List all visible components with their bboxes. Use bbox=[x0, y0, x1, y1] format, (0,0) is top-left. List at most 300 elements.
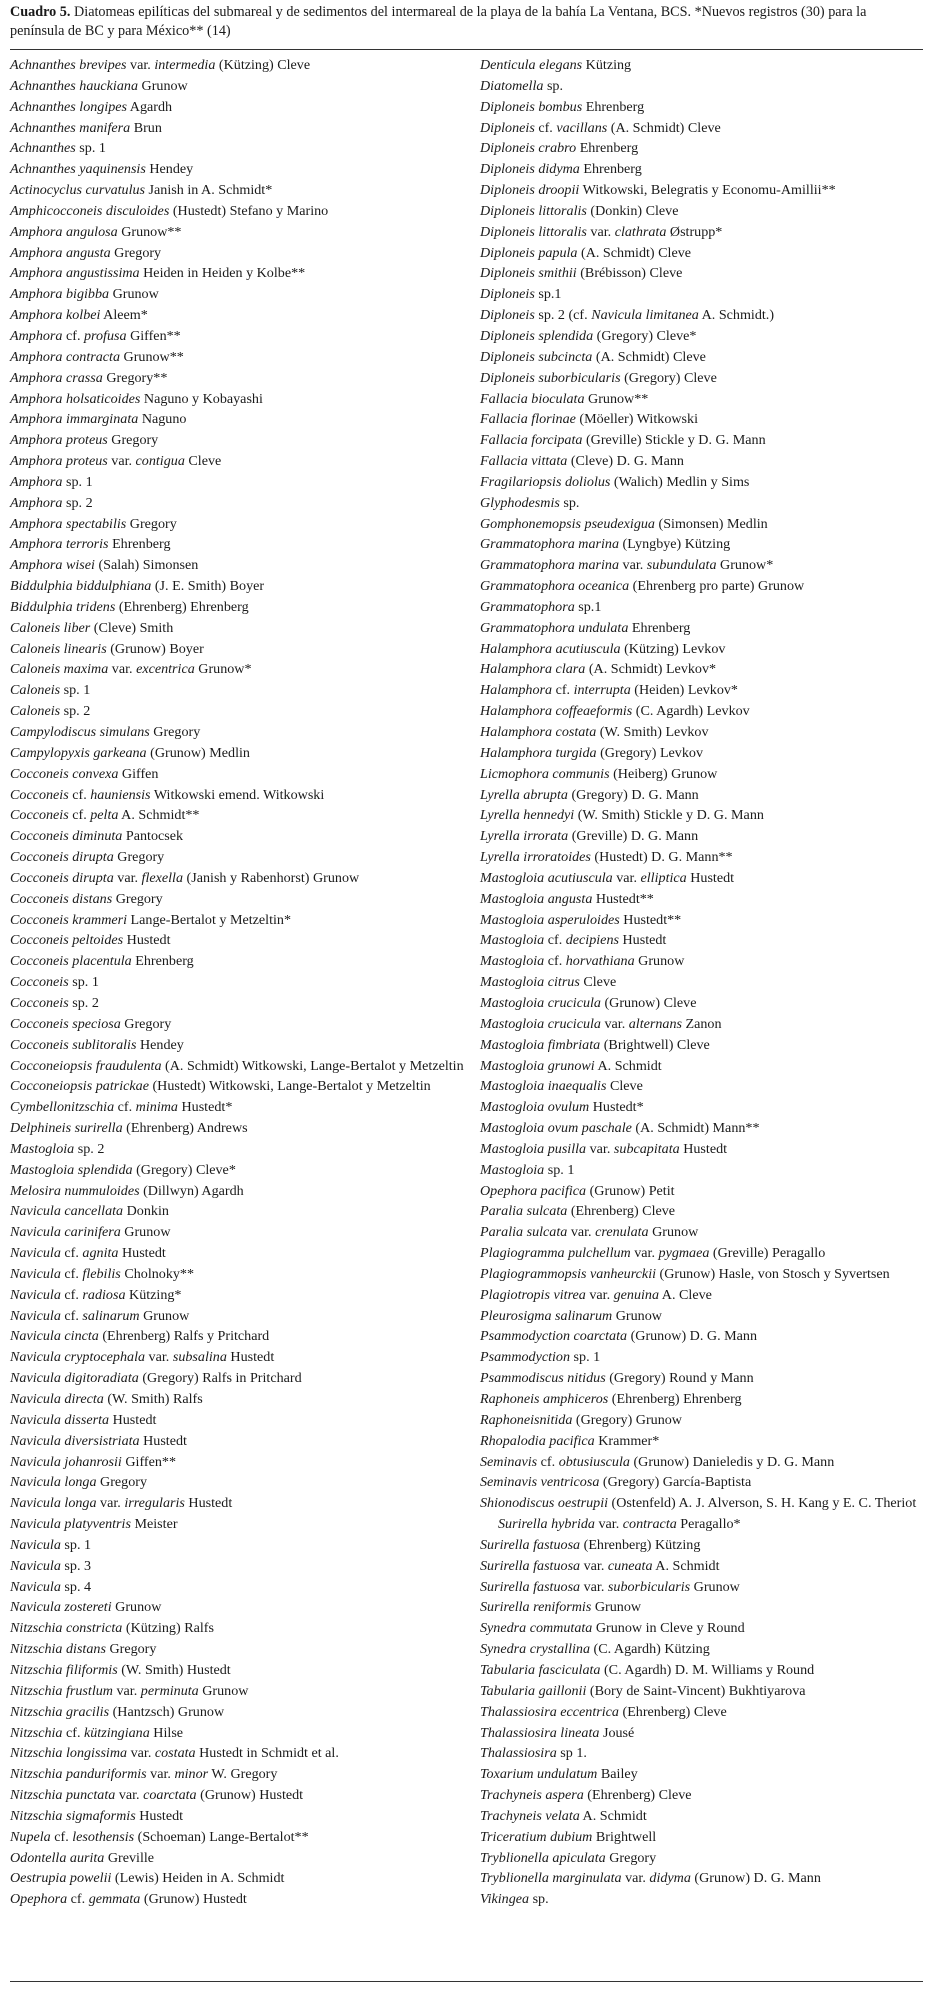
taxon-authority: var. bbox=[600, 1015, 629, 1032]
taxon-authority: (Hustedt) Witkowski, Lange-Bertalot y Metzeltin bbox=[148, 1078, 431, 1095]
taxon-name: Caloneis linearis bbox=[10, 640, 107, 657]
taxon-authority: var. bbox=[115, 1787, 144, 1804]
taxon-name: Navicula bbox=[10, 1286, 61, 1303]
taxon-name: Nitzschia distans bbox=[10, 1641, 106, 1658]
species-entry bbox=[480, 1410, 923, 1431]
species-entry bbox=[10, 743, 470, 764]
taxon-authority: Hustedt bbox=[123, 932, 171, 949]
species-entry bbox=[10, 1118, 470, 1139]
species-entry bbox=[480, 1139, 923, 1160]
taxon-name: Cocconeis peltoides bbox=[10, 932, 124, 949]
taxon-authority: Hustedt bbox=[226, 1349, 275, 1366]
taxon-authority: Heiden in Heiden y Kolbe** bbox=[139, 265, 306, 282]
right-column bbox=[480, 55, 923, 1910]
taxon-name: Opephora pacifica bbox=[480, 1182, 587, 1199]
taxon-authority: Gregory bbox=[126, 515, 177, 532]
species-entry bbox=[10, 1535, 470, 1556]
taxon-authority: sp 1. bbox=[556, 1745, 587, 1762]
species-entry bbox=[480, 1660, 923, 1681]
species-entry bbox=[10, 1410, 470, 1431]
taxon-authority: (Möeller) Witkowski bbox=[575, 411, 698, 428]
species-entry bbox=[480, 1222, 923, 1243]
species-entry bbox=[480, 1264, 923, 1285]
species-entry bbox=[10, 576, 470, 597]
taxon-name: Cymbellonitzschia bbox=[10, 1099, 115, 1116]
taxon-name: Psammodyction coarctata bbox=[480, 1328, 628, 1345]
taxon-name: Halamphora turgida bbox=[480, 744, 597, 761]
taxon-name: salinarum bbox=[82, 1307, 140, 1324]
taxon-name: subcapitata bbox=[613, 1140, 680, 1157]
taxon-authority: W. Gregory bbox=[208, 1766, 278, 1783]
taxon-authority: (Greville) Stickle y D. G. Mann bbox=[582, 432, 766, 449]
taxon-authority: (Grunow) Boyer bbox=[106, 640, 204, 657]
taxon-name: Synedra commutata bbox=[480, 1620, 593, 1637]
species-entry bbox=[480, 97, 923, 118]
taxon-name: Lyrella irrorata bbox=[480, 828, 569, 845]
species-entry bbox=[480, 1723, 923, 1744]
taxon-name: Navicula bbox=[10, 1578, 61, 1595]
taxon-authority: sp. 2 bbox=[62, 494, 93, 511]
species-entry bbox=[480, 659, 923, 680]
taxon-name: Gomphonemopsis pseudexigua bbox=[480, 515, 655, 532]
species-entry bbox=[480, 243, 923, 264]
species-entry bbox=[10, 764, 470, 785]
taxon-authority: (Brightwell) Cleve bbox=[600, 1036, 710, 1053]
species-entry bbox=[10, 1306, 470, 1327]
caption-text: Diatomeas epilíticas del submareal y de sedimentos del intermareal de la playa de la bahía La Ventana, BCS. *Nuevos registros (30) para la península de BC y para México** (14) bbox=[10, 4, 867, 39]
taxon-authority: var. bbox=[586, 223, 615, 240]
taxon-name: Thalassiosira bbox=[480, 1745, 557, 1762]
taxon-name: costata bbox=[154, 1745, 196, 1762]
taxon-name: Raphoneis amphiceros bbox=[480, 1391, 609, 1407]
species-entry bbox=[480, 1368, 923, 1389]
taxon-name: Tabularia gaillonii bbox=[480, 1682, 587, 1699]
species-entry bbox=[480, 597, 923, 618]
taxon-name: Lyrella abrupta bbox=[480, 786, 568, 803]
taxon-name: Achnanthes bbox=[10, 140, 76, 157]
taxon-authority: Grunow bbox=[690, 1578, 740, 1595]
taxon-authority: Grunow in Cleve y Round bbox=[592, 1620, 745, 1637]
species-entry bbox=[10, 389, 470, 410]
taxon-authority: (A. Schmidt) Cleve bbox=[607, 119, 721, 136]
taxon-name: Navicula diversistriata bbox=[10, 1432, 140, 1449]
species-entry bbox=[10, 951, 470, 972]
taxon-authority: (Kützing) Cleve bbox=[215, 57, 311, 73]
taxon-name: Amphora wisei bbox=[10, 557, 95, 574]
taxon-name: Cocconeis sublitoralis bbox=[10, 1036, 137, 1053]
species-entry bbox=[10, 430, 470, 451]
taxon-name: contigua bbox=[135, 453, 185, 470]
taxon-authority: (Grunow) Hustedt bbox=[196, 1787, 304, 1804]
species-entry bbox=[480, 764, 923, 785]
species-entry bbox=[10, 1827, 470, 1848]
taxon-authority: Janish in A. Schmidt* bbox=[145, 182, 273, 199]
taxon-name: Cocconeis diminuta bbox=[10, 828, 123, 845]
species-entry bbox=[10, 972, 470, 993]
taxon-authority: (Cleve) Smith bbox=[90, 619, 174, 636]
taxon-name: clathrata bbox=[614, 223, 667, 240]
species-entry bbox=[480, 1014, 923, 1035]
species-entry bbox=[10, 180, 470, 201]
species-entry bbox=[480, 1639, 923, 1660]
taxon-authority: (Lyngbye) Kützing bbox=[619, 536, 731, 553]
taxon-authority: (Hantzsch) Grunow bbox=[109, 1703, 225, 1720]
taxon-name: Mastogloia splendida bbox=[10, 1161, 133, 1178]
taxon-authority: Naguno bbox=[138, 411, 187, 428]
taxon-authority: var. bbox=[127, 1745, 155, 1762]
taxon-name: Campylodiscus simulans bbox=[10, 724, 150, 740]
taxon-authority: sp. 2 bbox=[60, 703, 91, 720]
taxon-authority: sp. 1 bbox=[62, 473, 93, 490]
species-entry bbox=[10, 243, 470, 264]
taxon-authority: Grunow bbox=[120, 1224, 171, 1241]
taxon-authority: Grunow bbox=[648, 1224, 699, 1241]
species-entry bbox=[10, 785, 470, 806]
taxon-name: Grammatophora marina bbox=[480, 557, 619, 574]
species-entry bbox=[10, 555, 470, 576]
taxon-name: Cocconeiopsis fraudulenta bbox=[10, 1057, 162, 1074]
species-entry bbox=[480, 284, 923, 305]
taxon-name: Caloneis bbox=[10, 682, 61, 699]
taxon-authority: (Janish y Rabenhorst) Grunow bbox=[183, 869, 360, 886]
species-entry bbox=[10, 1597, 470, 1618]
taxon-name: Surirella fastuosa bbox=[480, 1536, 581, 1553]
taxon-name: Seminavis ventricosa bbox=[480, 1474, 600, 1491]
taxon-name: Diploneis bbox=[480, 307, 535, 324]
taxon-name: Vikingea bbox=[480, 1891, 530, 1908]
taxon-authority: Brightwell bbox=[592, 1828, 657, 1845]
taxon-name: Mastogloia asperuloides bbox=[480, 911, 620, 928]
taxon-name: Navicula bbox=[10, 1245, 61, 1262]
species-entry bbox=[10, 1702, 470, 1723]
taxon-name: Cocconeis krammeri bbox=[10, 911, 128, 928]
species-entry bbox=[10, 639, 470, 660]
species-entry bbox=[10, 993, 470, 1014]
species-entry bbox=[480, 701, 923, 722]
taxon-authority: sp. 1 bbox=[570, 1349, 601, 1366]
taxon-name: suborbicularis bbox=[607, 1578, 691, 1595]
taxon-name: Caloneis bbox=[10, 703, 61, 720]
taxon-authority: (W. Smith) Ralfs bbox=[103, 1391, 203, 1407]
taxon-name: coarctata bbox=[143, 1787, 197, 1804]
species-entry bbox=[10, 409, 470, 430]
taxon-name: Tabularia fasciculata bbox=[480, 1661, 601, 1678]
taxon-name: Nitzschia sigmaformis bbox=[10, 1807, 136, 1824]
taxon-authority: (Gregory) Grunow bbox=[572, 1411, 682, 1428]
species-entry bbox=[10, 1097, 470, 1118]
taxon-authority: (Gregory) D. G. Mann bbox=[567, 786, 699, 803]
taxon-name: Nitzschia constricta bbox=[10, 1620, 123, 1637]
taxon-authority: (Hustedt) Stefano y Marino bbox=[169, 202, 329, 219]
taxon-authority: var. bbox=[612, 869, 641, 886]
taxon-authority: Østrupp* bbox=[666, 223, 723, 240]
taxon-authority: Grunow** bbox=[584, 390, 649, 407]
taxon-name: Seminavis bbox=[480, 1453, 538, 1470]
taxon-authority: Hustedt* bbox=[589, 1099, 644, 1116]
taxon-authority: (Greville) D. G. Mann bbox=[568, 828, 699, 845]
taxon-name: Tryblionella marginulata bbox=[480, 1870, 622, 1887]
taxon-name: Navicula bbox=[10, 1557, 61, 1574]
species-entry bbox=[10, 597, 470, 618]
taxon-authority: Giffen bbox=[118, 765, 159, 782]
taxon-authority: Ehrenberg bbox=[108, 536, 171, 553]
taxon-authority: Kützing* bbox=[125, 1286, 182, 1303]
species-entry bbox=[10, 868, 470, 889]
taxon-name: Navicula bbox=[10, 1307, 61, 1324]
taxon-name: Diploneis littoralis bbox=[480, 223, 587, 240]
taxon-authority: Gregory bbox=[120, 1015, 172, 1032]
species-entry bbox=[480, 263, 923, 284]
taxon-authority: (Grunow) Danieledis y D. G. Mann bbox=[629, 1453, 835, 1470]
taxon-authority: var. bbox=[586, 1140, 614, 1157]
species-entry bbox=[10, 826, 470, 847]
taxon-authority: Hendey bbox=[136, 1036, 184, 1053]
taxon-name: Paralia sulcata bbox=[480, 1203, 568, 1220]
taxon-name: pelta bbox=[90, 807, 119, 824]
species-entry bbox=[480, 1181, 923, 1202]
taxon-name: Navicula directa bbox=[10, 1391, 104, 1407]
taxon-name: Amphora angusta bbox=[10, 244, 111, 261]
taxon-name: Diploneis didyma bbox=[480, 161, 580, 178]
taxon-name: Amphicocconeis disculoides bbox=[10, 202, 170, 219]
taxon-authority: sp.1 bbox=[534, 286, 562, 303]
taxon-authority: Cholnoky** bbox=[120, 1265, 195, 1282]
taxon-authority: A. Schmidt.) bbox=[698, 307, 775, 324]
species-entry bbox=[480, 138, 923, 159]
taxon-authority: Grunow bbox=[198, 1682, 249, 1699]
taxon-name: Diploneis bbox=[480, 119, 535, 136]
species-entry bbox=[480, 805, 923, 826]
table-caption bbox=[10, 0, 923, 46]
species-entry bbox=[10, 930, 470, 951]
taxon-name: alternans bbox=[628, 1015, 682, 1032]
taxon-name: Amphora bbox=[10, 473, 63, 490]
taxon-name: agnita bbox=[82, 1245, 119, 1262]
taxon-authority: var. bbox=[145, 1349, 173, 1366]
species-entry bbox=[480, 1035, 923, 1056]
taxon-name: Oestrupia powelii bbox=[10, 1870, 112, 1887]
species-entry bbox=[10, 55, 470, 76]
taxon-name: minima bbox=[135, 1099, 178, 1116]
species-entry bbox=[480, 722, 923, 743]
taxon-name: Halamphora acutiuscula bbox=[480, 640, 621, 657]
species-entry bbox=[480, 1785, 923, 1806]
species-entry bbox=[480, 1056, 923, 1077]
taxon-name: excentrica bbox=[136, 661, 195, 678]
taxon-authority: (Donkin) Cleve bbox=[586, 202, 679, 219]
species-entry bbox=[10, 805, 470, 826]
species-entry bbox=[10, 1514, 470, 1535]
taxon-name: Navicula cincta bbox=[10, 1328, 99, 1345]
taxon-name: subsalina bbox=[172, 1349, 227, 1366]
species-entry bbox=[480, 826, 923, 847]
taxon-authority: A. Schmidt** bbox=[118, 807, 200, 824]
taxon-name: Cocconeis bbox=[10, 974, 69, 991]
species-entry bbox=[480, 1577, 923, 1598]
species-entry bbox=[10, 326, 470, 347]
taxon-authority: (Gregory) Round y Mann bbox=[605, 1370, 754, 1387]
taxon-authority: Grunow bbox=[111, 1599, 162, 1616]
taxon-authority: Donkin bbox=[123, 1203, 169, 1220]
taxon-authority: var. bbox=[585, 1286, 614, 1303]
species-entry bbox=[480, 680, 923, 701]
taxon-name: obtusiuscula bbox=[558, 1453, 630, 1470]
taxon-authority: (W. Smith) Levkov bbox=[596, 724, 709, 740]
taxon-authority: cf. bbox=[62, 327, 84, 344]
taxon-name: Mastogloia angusta bbox=[480, 890, 593, 907]
taxon-name: Mastogloia crucicula bbox=[480, 1015, 601, 1032]
taxon-authority: Grunow bbox=[138, 77, 188, 94]
species-entry bbox=[480, 118, 923, 139]
species-entry bbox=[480, 1201, 923, 1222]
taxon-authority: Pantocsek bbox=[122, 828, 184, 845]
taxon-authority: Giffen** bbox=[121, 1453, 176, 1470]
taxon-authority: Ehrenberg bbox=[131, 953, 194, 970]
taxon-name: Melosira nummuloides bbox=[10, 1182, 140, 1199]
species-entry bbox=[480, 1243, 923, 1264]
taxon-authority: A. Cleve bbox=[659, 1286, 712, 1303]
taxon-name: Psammodiscus nitidus bbox=[480, 1370, 606, 1387]
taxon-name: Surirella fastuosa bbox=[480, 1578, 581, 1595]
species-entry bbox=[10, 1785, 470, 1806]
taxon-name: Cocconeiopsis patrickae bbox=[10, 1078, 149, 1095]
taxon-name: Mastogloia crucicula bbox=[480, 994, 601, 1011]
taxon-authority: A. Schmidt bbox=[652, 1557, 720, 1574]
species-entry bbox=[480, 1618, 923, 1639]
taxon-name: Navicula cryptocephala bbox=[10, 1349, 146, 1366]
taxon-name: Surirella fastuosa bbox=[480, 1557, 581, 1574]
taxon-name: Trachyneis velata bbox=[480, 1807, 580, 1824]
taxon-name: decipiens bbox=[565, 932, 619, 949]
species-entry bbox=[10, 514, 470, 535]
species-entry bbox=[480, 430, 923, 451]
taxon-authority: A. Schmidt bbox=[579, 1807, 647, 1824]
taxon-name: perminuta bbox=[140, 1682, 199, 1699]
taxon-authority: (Ehrenberg) Cleve bbox=[618, 1703, 727, 1720]
taxon-name: Navicula carinifera bbox=[10, 1224, 121, 1241]
taxon-name: cuneata bbox=[607, 1557, 653, 1574]
taxon-authority: cf. bbox=[62, 1724, 84, 1741]
taxon-name: Caloneis liber bbox=[10, 619, 91, 636]
taxon-name: crenulata bbox=[595, 1224, 649, 1241]
taxon-name: Cocconeis dirupta bbox=[10, 849, 114, 866]
species-entry bbox=[10, 1264, 470, 1285]
taxon-authority: Gregory bbox=[605, 1849, 657, 1866]
taxon-authority: Hilse bbox=[149, 1724, 184, 1741]
taxon-authority: Cleve bbox=[184, 453, 222, 470]
taxon-name: Mastogloia ovum paschale bbox=[480, 1120, 632, 1137]
taxon-name: Nitzschia filiformis bbox=[10, 1661, 118, 1678]
taxon-authority: (A. Schmidt) Cleve bbox=[592, 348, 706, 365]
taxon-name: Diploneis subcincta bbox=[480, 348, 593, 365]
species-entry bbox=[480, 472, 923, 493]
species-entry bbox=[10, 118, 470, 139]
species-entry bbox=[480, 76, 923, 97]
species-entry bbox=[10, 701, 470, 722]
taxon-name: Synedra crystallina bbox=[480, 1641, 590, 1658]
species-entry bbox=[480, 55, 923, 76]
taxon-name: Thalassiosira eccentrica bbox=[480, 1703, 619, 1720]
taxon-authority: cf. bbox=[60, 1265, 83, 1282]
species-entry bbox=[10, 722, 470, 743]
species-entry bbox=[10, 1076, 470, 1097]
species-entry bbox=[10, 1743, 470, 1764]
taxon-name: Pleurosigma salinarum bbox=[480, 1307, 613, 1324]
taxon-name: Mastogloia fimbriata bbox=[480, 1036, 601, 1053]
taxon-authority: Hustedt bbox=[686, 869, 735, 886]
taxon-name: Achnanthes brevipes bbox=[10, 57, 127, 73]
taxon-name: Amphora crassa bbox=[10, 369, 103, 386]
taxon-name: Diploneis suborbicularis bbox=[480, 369, 621, 386]
taxon-name: Biddulphia biddulphiana bbox=[10, 578, 152, 595]
species-entry bbox=[10, 97, 470, 118]
taxon-authority: A. Schmidt bbox=[594, 1057, 662, 1074]
taxon-authority: var. bbox=[96, 1495, 125, 1512]
taxon-name: radiosa bbox=[82, 1286, 126, 1303]
taxon-name: Fragilariopsis doliolus bbox=[480, 473, 611, 490]
taxon-name: Nitzschia gracilis bbox=[10, 1703, 110, 1720]
species-entry bbox=[10, 263, 470, 284]
taxon-name: Navicula longa bbox=[10, 1495, 97, 1512]
taxon-authority: (Brébisson) Cleve bbox=[576, 265, 683, 282]
taxon-name: Nitzschia longissima bbox=[10, 1745, 128, 1762]
taxon-authority: (Grunow) D. G. Mann bbox=[627, 1328, 758, 1345]
species-entry bbox=[10, 680, 470, 701]
taxon-authority: Hustedt bbox=[135, 1807, 184, 1824]
taxon-name: Nupela bbox=[10, 1828, 51, 1845]
taxon-name: Mastogloia bbox=[10, 1140, 75, 1157]
taxon-authority: var. bbox=[108, 661, 137, 678]
taxon-name: Achnanthes manifera bbox=[10, 119, 131, 136]
taxon-authority: Cleve bbox=[606, 1078, 643, 1095]
taxon-name: Cocconeis bbox=[10, 786, 69, 803]
species-entry bbox=[480, 555, 923, 576]
taxon-authority: cf. bbox=[60, 1286, 83, 1303]
taxon-name: Diploneis papula bbox=[480, 244, 578, 261]
taxon-name: Navicula disserta bbox=[10, 1411, 110, 1428]
taxon-name: Shionodiscus oestrupii bbox=[480, 1495, 609, 1512]
left-column bbox=[10, 55, 480, 1910]
taxon-authority: Hustedt in Schmidt et al. bbox=[195, 1745, 339, 1762]
taxon-name: Cocconeis distans bbox=[10, 890, 113, 907]
bottom-rule bbox=[10, 1981, 923, 1982]
taxon-authority: (Ehrenberg) Ralfs y Pritchard bbox=[98, 1328, 270, 1345]
species-entry bbox=[10, 1139, 470, 1160]
taxon-authority: sp. bbox=[559, 494, 580, 511]
taxon-authority: Gregory bbox=[113, 849, 165, 866]
taxon-name: Raphoneisnitida bbox=[480, 1411, 573, 1428]
taxon-authority: Grunow* bbox=[194, 661, 252, 678]
taxon-authority: Aleem* bbox=[100, 307, 148, 324]
species-entry bbox=[480, 1326, 923, 1347]
taxon-authority: var. bbox=[113, 869, 142, 886]
taxon-authority: cf. bbox=[552, 682, 574, 699]
taxon-name: kützingiana bbox=[84, 1724, 150, 1741]
taxon-name: Plagiogrammopsis vanheurckii bbox=[480, 1265, 657, 1282]
taxon-authority: (Hustedt) D. G. Mann** bbox=[590, 849, 733, 866]
taxon-authority: (Ostenfeld) A. J. Alverson, S. H. Kang y E. C. Theriot bbox=[608, 1495, 917, 1512]
taxon-authority: Witkowski, Belegratis y Economu-Amillii** bbox=[579, 182, 836, 199]
taxon-name: Caloneis maxima bbox=[10, 661, 109, 678]
taxon-name: Diploneis bombus bbox=[480, 98, 583, 115]
species-entry bbox=[10, 1493, 470, 1514]
caption-label: Cuadro 5. bbox=[10, 4, 71, 20]
taxon-authority: Grunow bbox=[139, 1307, 190, 1324]
species-entry bbox=[10, 201, 470, 222]
taxon-authority: Gregory bbox=[105, 1641, 157, 1658]
taxon-authority: sp. 1 bbox=[544, 1161, 575, 1178]
species-entry bbox=[10, 305, 470, 326]
